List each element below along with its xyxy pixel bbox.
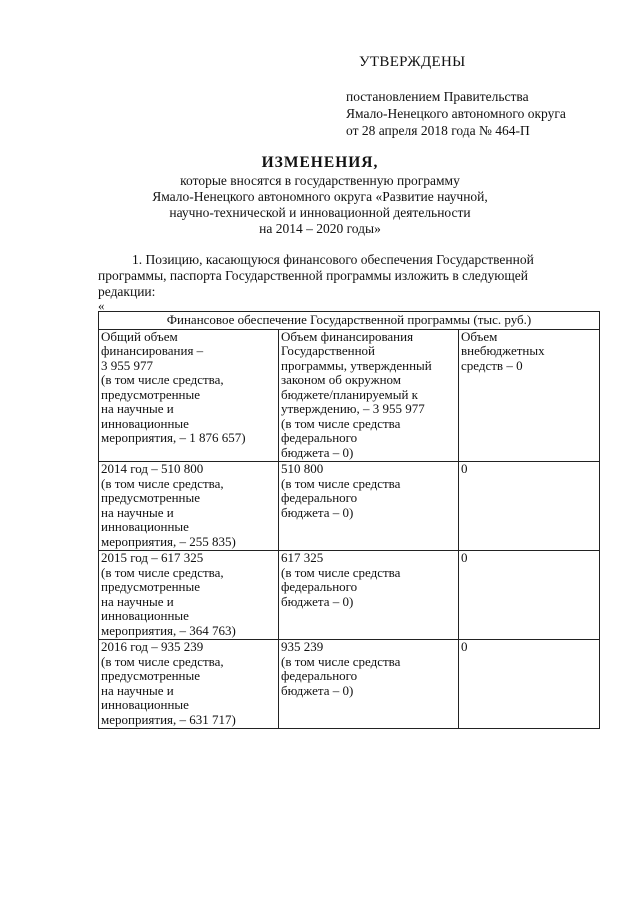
program-2015-cell bbox=[279, 551, 459, 640]
cell-line: (в том числе средства bbox=[281, 475, 401, 491]
cell-line: (в том числе средства, bbox=[101, 564, 224, 580]
cell-line: бюджета – 0) bbox=[281, 444, 354, 460]
cell-line: программы, утвержденный bbox=[281, 357, 432, 373]
cell-line: Объем финансирования bbox=[281, 328, 414, 344]
cell-line: на научные и bbox=[101, 593, 174, 609]
extrabudgetary-2014-cell bbox=[459, 462, 600, 551]
approval-line: от 28 апреля 2018 года № 464-П bbox=[346, 123, 530, 138]
cell-line: 0 bbox=[461, 639, 468, 654]
cell-line: (в том числе средства, bbox=[101, 372, 224, 387]
cell-line: 510 800 bbox=[281, 461, 324, 476]
paragraph-line: 1. Позицию, касающуюся финансового обеспечения Государственной bbox=[132, 252, 534, 267]
cell-line: мероприятия, – 255 835) bbox=[101, 533, 236, 549]
table-row bbox=[99, 640, 600, 729]
cell-line: предусмотренные bbox=[101, 490, 201, 505]
cell-line: инновационные bbox=[101, 697, 189, 712]
cell-line: предусмотренные bbox=[101, 386, 201, 402]
cell-line: законом об окружном bbox=[281, 372, 402, 387]
cell-line: 935 239 bbox=[281, 639, 324, 654]
table-header: Финансовое обеспечение Государственной программы (тыс. руб.) bbox=[99, 312, 600, 330]
cell-line: на научные и bbox=[101, 504, 174, 520]
cell-line: инновационные bbox=[101, 519, 189, 534]
cell-line: средств – 0 bbox=[461, 357, 523, 373]
year-2014-cell bbox=[99, 462, 279, 551]
cell-line: инновационные bbox=[101, 415, 189, 431]
cell-line: 0 bbox=[461, 550, 468, 565]
amendment-paragraph bbox=[98, 252, 600, 300]
cell-line: (в том числе средства bbox=[281, 415, 401, 431]
approval-heading: УТВЕРЖДЕНЫ bbox=[359, 54, 466, 70]
open-quote: « bbox=[98, 298, 105, 313]
subtitle-line: на 2014 – 2020 годы» bbox=[259, 221, 381, 236]
cell-line: (в том числе средства, bbox=[101, 475, 224, 491]
cell-line: бюджете/планируемый к bbox=[281, 386, 418, 402]
cell-line: на научные и bbox=[101, 682, 174, 698]
table-header-row bbox=[99, 312, 600, 330]
subtitle-line: научно-технической и инновационной деятельности bbox=[169, 205, 471, 220]
cell-line: бюджета – 0) bbox=[281, 682, 354, 698]
table-row bbox=[99, 551, 600, 640]
document-subtitle bbox=[100, 173, 540, 237]
year-2015-cell bbox=[99, 551, 279, 640]
cell-line: 3 955 977 bbox=[101, 357, 153, 373]
extrabudgetary-2015-cell bbox=[459, 551, 600, 640]
cell-line: (в том числе средства bbox=[281, 564, 401, 580]
approval-line: постановлением Правительства bbox=[346, 89, 529, 104]
program-2014-cell bbox=[279, 462, 459, 551]
approval-line: Ямало-Ненецкого автономного округа bbox=[346, 106, 566, 121]
cell-line: бюджета – 0) bbox=[281, 593, 354, 609]
financing-table bbox=[98, 311, 600, 729]
cell-line: Общий объем bbox=[101, 328, 178, 344]
cell-line: инновационные bbox=[101, 608, 189, 623]
cell-line: (в том числе средства, bbox=[101, 653, 224, 669]
cell-line: 2016 год – 935 239 bbox=[101, 639, 204, 654]
year-2016-cell bbox=[99, 640, 279, 729]
paragraph-line: программы, паспорта Государственной программы изложить в следующей bbox=[98, 268, 528, 283]
cell-line: (в том числе средства bbox=[281, 653, 401, 669]
cell-line: 617 325 bbox=[281, 550, 324, 565]
cell-line: финансирования – bbox=[101, 343, 204, 358]
approval-block bbox=[346, 88, 626, 139]
subtitle-line: которые вносятся в государственную программу bbox=[180, 173, 460, 188]
document-title: ИЗМЕНЕНИЯ, bbox=[261, 154, 379, 171]
cell-line: федерального bbox=[281, 490, 358, 505]
cell-line: внебюджетных bbox=[461, 343, 545, 358]
cell-line: мероприятия, – 631 717) bbox=[101, 711, 236, 727]
cell-line: мероприятия, – 1 876 657) bbox=[101, 430, 246, 445]
cell-line: федерального bbox=[281, 579, 358, 594]
table-row bbox=[99, 462, 600, 551]
cell-line: Государственной bbox=[281, 343, 376, 358]
cell-line: предусмотренные bbox=[101, 579, 201, 594]
cell-line: утверждению, – 3 955 977 bbox=[281, 401, 425, 416]
cell-line: федерального bbox=[281, 430, 358, 445]
cell-line: бюджета – 0) bbox=[281, 504, 354, 520]
cell-line: на научные и bbox=[101, 401, 174, 416]
cell-line: предусмотренные bbox=[101, 668, 201, 683]
program-2016-cell bbox=[279, 640, 459, 729]
cell-line: 2014 год – 510 800 bbox=[101, 461, 204, 476]
extrabudgetary-2016-cell bbox=[459, 640, 600, 729]
cell-line: 0 bbox=[461, 461, 468, 476]
total-financing-cell bbox=[99, 329, 279, 462]
cell-line: федерального bbox=[281, 668, 358, 683]
cell-line: Объем bbox=[461, 328, 498, 344]
extrabudgetary-cell bbox=[459, 329, 600, 462]
paragraph-line: редакции: bbox=[98, 284, 156, 299]
program-financing-cell bbox=[279, 329, 459, 462]
subtitle-line: Ямало-Ненецкого автономного округа «Развитие научной, bbox=[152, 189, 488, 204]
cell-line: 2015 год – 617 325 bbox=[101, 550, 204, 565]
cell-line: мероприятия, – 364 763) bbox=[101, 622, 236, 638]
table-row bbox=[99, 329, 600, 462]
